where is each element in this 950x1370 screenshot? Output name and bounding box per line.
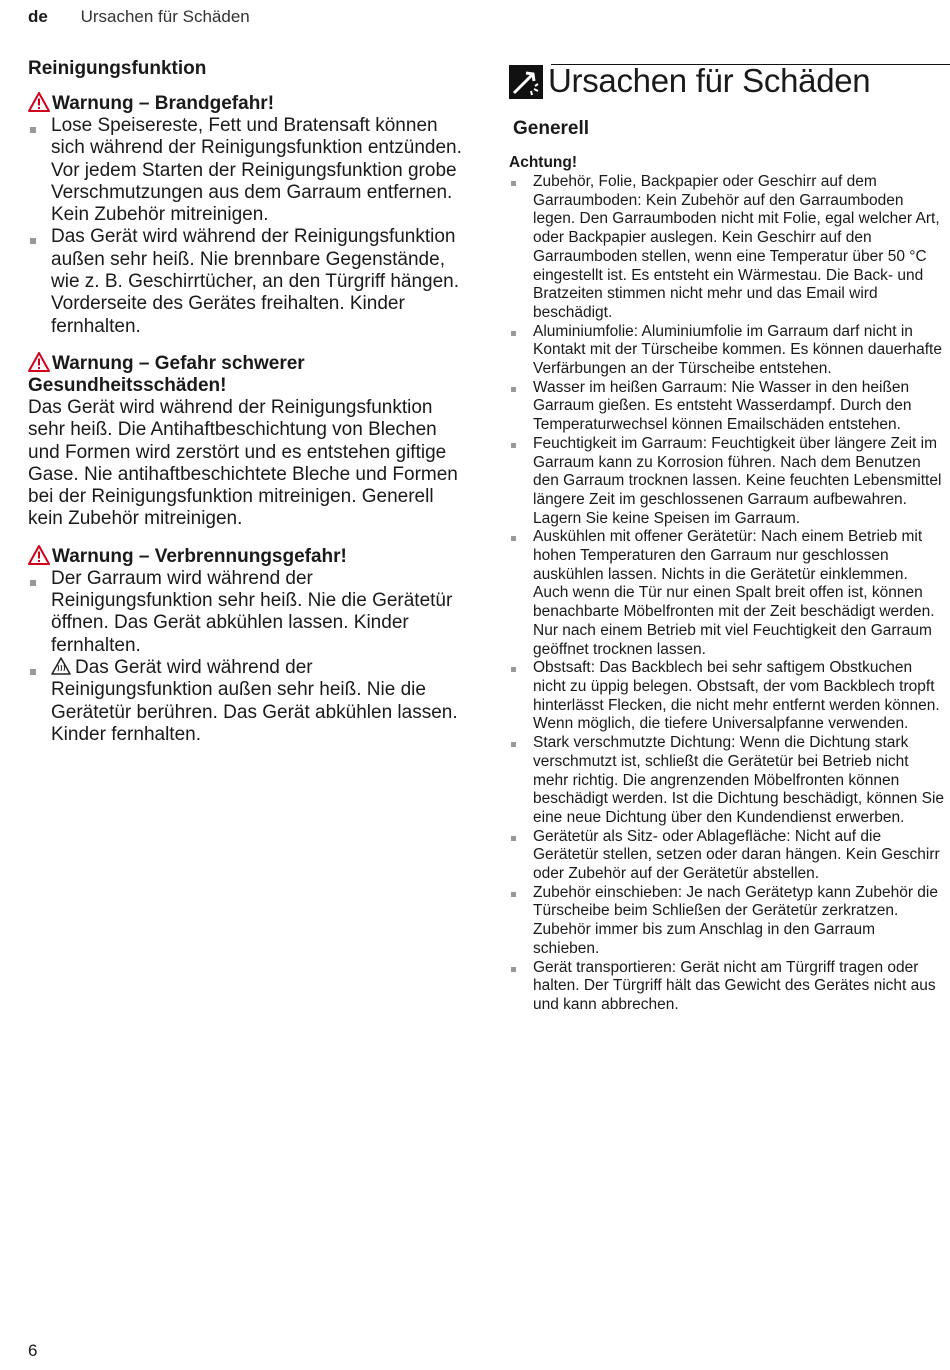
warning-list [28,115,468,338]
list-item: Stark verschmutzte Dichtung: Wenn die Dichtung stark verschmutzt ist, schließt die Gerätetür bei Betrieb nicht mehr richtig. Die angrenzenden Möbelfronten können beschädigt werden. Ist die Dichtung beschädigt, können Sie eine neue Dichtung über den Kundendienst erwerben. [509,734,945,828]
warning-fire [28,92,468,338]
section-title: Reinigungsfunktion [28,58,207,79]
left-column [28,58,468,760]
chapter-heading [509,60,945,104]
warning-title: Warnung – Verbrennungsgefahr! [52,545,347,567]
damage-list [509,173,945,1015]
warning-health [28,352,468,531]
list-item: Aluminiumfolie: Aluminiumfolie im Garraum darf nicht in Kontakt mit der Türscheibe kommen. Es können dauerhafte Verfärbungen an der Türscheibe entstehen. [509,323,945,379]
header-title: Ursachen für Schäden [80,7,250,26]
damage-icon [509,65,543,99]
subsection-title: Generell [513,118,590,139]
list-item-extra: Nur nach einem Betrieb mit viel Feuchtigkeit den Garraum geöffnet trocknen lassen. [533,621,932,658]
warning-list [28,568,468,746]
list-item [28,657,468,746]
list-item: Das Gerät wird während der Reinigungsfunktion außen sehr heiß. Nie brennbare Gegenstände, wie z. B. Geschirrtücher, an den Türgriff hängen. Vorderseite des Gerätes freihalten. Kinder fernhalten. [28,226,468,337]
warning-title: Warnung – Brandgefahr! [52,93,275,114]
list-item: Der Garraum wird während der Reinigungsfunktion sehr heiß. Nie die Gerätetür öffnen. Das Gerät abkühlen lassen. Kinder fernhalten. [28,568,468,657]
list-item: Wasser im heißen Garraum: Nie Wasser in den heißen Garraum gießen. Es entsteht Wasserdampf. Durch den Temperaturwechsel können Emailschäden entstehen. [509,379,945,435]
list-item: Gerätetür als Sitz- oder Ablagefläche: Nicht auf die Gerätetür stellen, setzen oder daran hängen. Kein Geschirr oder Zubehör auf der Gerätetür abstellen. [509,828,945,884]
list-item: Obstsaft: Das Backblech bei sehr saftigem Obstkuchen nicht zu üppig belegen. Obstsaft, der vom Backblech tropft hinterlässt Flecken, die nicht mehr entfernt werden können. Wenn möglich, die tiefere Universalpfanne verwenden. [509,659,945,734]
list-item-text: Auskühlen mit offener Gerätetür: Nach einem Betrieb mit hohen Temperaturen den Garraum nur geschlossen auskühlen lassen. Nichts in die Gerätetür einklemmen. Auch wenn die Tür nur einen Spalt breit offen ist, können benachbarte Möbelfronten mit der Zeit beschädigt werden. [533,528,935,621]
warning-triangle-icon [28,92,50,112]
list-item [509,528,945,659]
warning-title: Warnung – Gefahr schwerer Gesundheitsschäden! [28,352,305,396]
list-item-text: Das Gerät wird während der Reinigungsfunktion außen sehr heiß. Nie die Gerätetür berühren. Das Gerät abkühlen lassen. Kinder fernhalten. [51,656,458,745]
achtung-label: Achtung! [509,154,578,171]
list-item: Zubehör, Folie, Backpapier oder Geschirr auf dem Garraumboden: Kein Zubehör auf den Garraumboden legen. Den Garraumboden nicht mit Folie, egal welcher Art, oder Backpapier auslegen. Kein Geschirr auf den Garraumboden stellen, wenn eine Temperatur über 50 °C eingestellt ist. Es entsteht ein Wärmestau. Die Back- und Bratzeiten stimmen nicht mehr und das Email wird beschädigt. [509,173,945,323]
list-item: Feuchtigkeit im Garraum: Feuchtigkeit über längere Zeit im Garraum kann zu Korrosion führen. Nach dem Benutzen den Garraum trocknen lassen. Keine feuchten Lebensmittel längere Zeit im geschlossenen Garraum aufbewahren. Lagern Sie keine Speisen im Garraum. [509,435,945,529]
hot-surface-warning-icon [51,657,71,675]
warning-burn [28,545,468,746]
page-header [28,7,250,27]
chapter-title: Ursachen für Schäden [548,62,871,99]
right-column [509,60,945,1015]
list-item: Lose Speisereste, Fett und Bratensaft können sich während der Reinigungsfunktion entzünden. Vor jedem Starten der Reinigungsfunktion grobe Verschmutzungen aus dem Garraum entfernen. Kein Zubehör mitreinigen. [28,115,468,226]
warning-triangle-icon [28,352,50,372]
page-number: 6 [28,1341,38,1360]
language-code: de [28,7,48,26]
warning-triangle-icon [28,545,50,565]
list-item: Gerät transportieren: Gerät nicht am Türgriff tragen oder halten. Der Türgriff hält das Gewicht des Gerätes nicht aus und kann abbrechen. [509,959,945,1015]
list-item: Zubehör einschieben: Je nach Gerätetyp kann Zubehör die Türscheibe beim Schließen der Gerätetür zerkratzen. Zubehör immer bis zum Anschlag in den Garraum schieben. [509,884,945,959]
warning-text: Das Gerät wird während der Reinigungsfunktion sehr heiß. Die Antihaftbeschichtung von Blechen und Formen wird zerstört und es entstehen giftige Gase. Nie antihaftbeschichtete Bleche und Formen bei der Reinigungsfunktion mitreinigen. Generell kein Zubehör mitreinigen. [28,396,458,530]
